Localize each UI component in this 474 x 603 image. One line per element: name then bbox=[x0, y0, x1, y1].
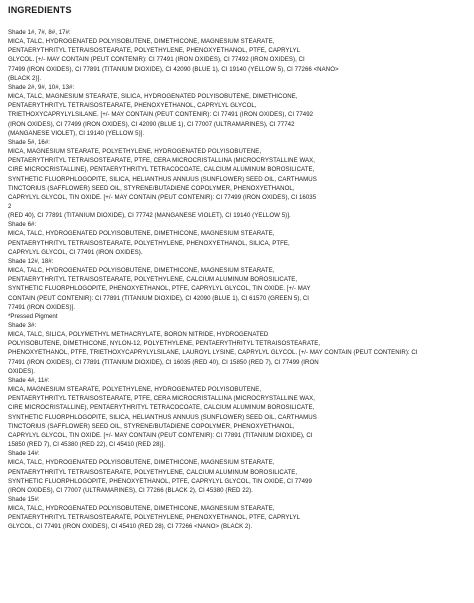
ingredient-line: CONTAIN (PEUT CONTENIR): CI 77891 (TITANIUM DIOXIDE), CI 42090 (BLUE 1), CI 61570 (GREEN 5), CI bbox=[8, 294, 310, 302]
ingredient-line: PENTAERYTHRITYL TETRAISOSTEARATE, POLYETHYLENE, CALCIUM ALUMINUM BOROSILICATE, bbox=[8, 276, 298, 284]
ingredient-line: SYNTHETIC FLUORPHLOGOPITE, SILICA, HELIANTHUS ANNUUS (SUNFLOWER) SEED OIL, CARTHAMUS bbox=[8, 175, 317, 183]
ingredient-line: PENTAERYTHRITYL TETRAISOSTEARATE, POLYETHYLENE, PHENOXYETHANOL, PTFE, CAPRYLYL bbox=[8, 514, 301, 522]
ingredient-line: TINCTORIUS (SAFFLOWER) SEED OIL, STYRENE/BUTADIENE COPOLYMER, PHENOXYETHANOL, bbox=[8, 422, 295, 430]
ingredient-line: 77491 (IRON OXIDES), CI 77891 (TITANIUM DIOXIDE), CI 16035 (RED 40), CI 15850 (RED 7), CI 77499 (IRON bbox=[8, 358, 319, 366]
ingredient-line: Shade 2#, 9#, 10#, 13#: bbox=[8, 83, 75, 91]
ingredient-line: Shade 12#, 18#: bbox=[8, 257, 54, 265]
ingredient-line: MICA, MAGNESIUM STEARATE, POLYETHYLENE, HYDROGENATED POLYISOBUTENE, bbox=[8, 148, 262, 156]
ingredient-line: SYNTHETIC FLUORPHLOGOPITE, SILICA, HELIANTHUS ANNUUS (SUNFLOWER) SEED OIL, CARTHAMUS bbox=[8, 413, 317, 421]
ingredient-line: 15850 (RED 7), CI 45380 (RED 22), CI 45410 (RED 28)]. bbox=[8, 441, 166, 449]
ingredient-line: CIRE MICROCRISTALLINE), PENTAERYTHRITYL TETRACOCOATE, CALCIUM ALUMINUM BOROSILICATE, bbox=[8, 166, 315, 174]
ingredient-line: 2 bbox=[8, 202, 12, 210]
ingredient-line: PENTAERYTHRITYL TETRAISOSTEARATE, PTFE, CERA MICROCRISTALLINA (MICROCRYSTALLINE WAX, bbox=[8, 395, 316, 403]
ingredient-line: CAPRYLYL GLYCOL, TIN OXIDE. [+/- MAY CONTAIN (PEUT CONTENIR): CI 77891 (TITANIUM DIOXIDE), CI bbox=[8, 431, 313, 439]
ingredient-line: Shade 6#: bbox=[8, 221, 37, 229]
ingredient-line: 77499 (IRON OXIDES), CI 77891 (TITANIUM DIOXIDE), CI 42090 (BLUE 1), CI 19140 (YELLOW 5), CI 77266 <NANO> bbox=[8, 65, 339, 73]
ingredient-line: PENTAERYTHRITYL TETRAISOSTEARATE, POLYETHYLENE, PHENOXYETHANOL, SILICA, PTFE, bbox=[8, 239, 290, 247]
ingredient-line: PENTAERYTHRITYL TETRAISOSTEARATE, PTFE, CERA MICROCRISTALLINA (MICROCRYSTALLINE WAX, bbox=[8, 157, 316, 165]
ingredient-line: PHENOXYETHANOL, PTFE, TRIETHOXYCAPRYLYLSILANE, LAUROYL LYSINE, CAPRYLYL GLYCOL. [+/- MAY CONTAIN (PEUT CONTENIR): CI bbox=[8, 349, 418, 357]
ingredient-line: MICA, TALC, HYDROGENATED POLYISOBUTENE, DIMETHICONE, MAGNESIUM STEARATE, bbox=[8, 459, 275, 467]
ingredients-body bbox=[8, 28, 466, 532]
ingredient-line: MICA, MAGNESIUM STEARATE, POLYETHYLENE, HYDROGENATED POLYISOBUTENE, bbox=[8, 386, 262, 394]
ingredient-line: GLYCOL. [+/- MAY CONTAIN (PEUT CONTENIR): CI 77491 (IRON OXIDES), CI 77492 (IRON OXIDES), CI bbox=[8, 56, 305, 64]
ingredient-line: TINCTORIUS (SAFFLOWER) SEED OIL, STYRENE/BUTADIENE COPOLYMER, PHENOXYETHANOL, bbox=[8, 184, 295, 192]
ingredient-line: (IRON OXIDES), CI 77007 (ULTRAMARINES), CI 77266 (BLACK 2), CI 45380 (RED 22). bbox=[8, 486, 253, 494]
ingredient-line: CIRE MICROCRISTALLINE), PENTAERYTHRITYL TETRACOCOATE, CALCIUM ALUMINUM BOROSILICATE, bbox=[8, 404, 315, 412]
ingredient-line: POLYISOBUTENE, DIMETHICONE, NYLON-12, POLYETHYLENE, PENTAERYTHRITYL TETRAISOSTEARATE, bbox=[8, 340, 321, 348]
ingredient-line: 77491 (IRON OXIDES)]. bbox=[8, 303, 76, 311]
ingredient-line: MICA, TALC, HYDROGENATED POLYISOBUTENE, DIMETHICONE, MAGNESIUM STEARATE, bbox=[8, 38, 275, 46]
ingredient-line: (RED 40), CI 77891 (TITANIUM DIOXIDE), CI 77742 (MANGANESE VIOLET), CI 19140 (YELLOW 5)]. bbox=[8, 212, 291, 220]
ingredient-line: Shade 3#: bbox=[8, 322, 37, 329]
ingredient-line: CAPRYLYL GLYCOL, TIN OXIDE. [+/- MAY CONTAIN (PEUT CONTENIR): CI 77499 (IRON OXIDES), CI 16035 bbox=[8, 193, 317, 201]
ingredient-line: PENTAERYTHRITYL TETRAISOSTEARATE, PHENOXYETHANOL, CAPRYLYL GLYCOL, bbox=[8, 102, 257, 110]
ingredient-line: Shade 15#: bbox=[8, 495, 40, 503]
ingredients-heading: INGREDIENTS bbox=[8, 5, 72, 15]
ingredient-line: Shade 5#, 16#: bbox=[8, 138, 51, 146]
ingredient-line: SYNTHETIC FLUORPHLOGOPITE, PHENOXYETHANOL, PTFE, CAPRYLYL GLYCOL, TIN OXIDE. [+/- MAY bbox=[8, 285, 311, 293]
ingredient-line: (IRON OXIDES), CI 77499 (IRON OXIDES), CI 42090 (BLUE 1), CI 77007 (ULTRAMARINES), CI 77742 bbox=[8, 120, 295, 128]
ingredient-line: MICA, TALC, HYDROGENATED POLYISOBUTENE, DIMETHICONE, MAGNESIUM STEARATE, bbox=[8, 230, 275, 238]
ingredient-line: TRIETHOXYCAPRYLYLSILANE. [+/- MAY CONTAIN (PEUT CONTENIR): CI 77491 (IRON OXIDES), CI 77492 bbox=[8, 111, 314, 119]
ingredient-line: Shade 1#, 7#, 8#, 17#: bbox=[8, 29, 71, 36]
ingredient-line: CAPRYLYL GLYCOL, CI 77491 (IRON OXIDES). bbox=[8, 248, 143, 256]
ingredient-line: MICA, TALC, HYDROGENATED POLYISOBUTENE, DIMETHICONE, MAGNESIUM STEARATE, bbox=[8, 267, 275, 275]
ingredient-line: OXIDES). bbox=[8, 367, 36, 375]
ingredient-line: MICA, TALC, MAGNESIUM STEARATE, SILICA, HYDROGENATED POLYISOBUTENE, DIMETHICONE, bbox=[8, 93, 298, 101]
ingredient-line: Shade 4#, 11#: bbox=[8, 376, 50, 384]
ingredient-line: Shade 14#: bbox=[8, 450, 40, 458]
ingredient-line: *Pressed Pigment bbox=[8, 312, 58, 320]
ingredient-line: PENTAERYTHRITYL TETRAISOSTEARATE, POLYETHYLENE, PHENOXYETHANOL, PTFE, CAPRYLYL bbox=[8, 47, 301, 55]
ingredient-line: (MANGANESE VIOLET), CI 19140 (YELLOW 5)]. bbox=[8, 129, 145, 137]
ingredient-line: PENTAERYTHRITYL TETRAISOSTEARATE, POLYETHYLENE, CALCIUM ALUMINUM BOROSILICATE, bbox=[8, 468, 298, 476]
ingredient-line: MICA, TALC, HYDROGENATED POLYISOBUTENE, DIMETHICONE, MAGNESIUM STEARATE, bbox=[8, 505, 275, 513]
ingredient-line: SYNTHETIC FLUORPHLOGOPITE, PHENOXYETHANOL, PTFE, CAPRYLYL GLYCOL, TIN OXIDE, CI 77499 bbox=[8, 477, 312, 485]
ingredient-line: GLYCOL, CI 77491 (IRON OXIDES), CI 45410 (RED 28), CI 77266 <NANO> (BLACK 2). bbox=[8, 523, 253, 531]
ingredient-line: MICA, TALC, SILICA, POLYMETHYL METHACRYLATE, BORON NITRIDE, HYDROGENATED bbox=[8, 331, 269, 339]
ingredient-line: (BLACK 2)]. bbox=[8, 74, 42, 82]
